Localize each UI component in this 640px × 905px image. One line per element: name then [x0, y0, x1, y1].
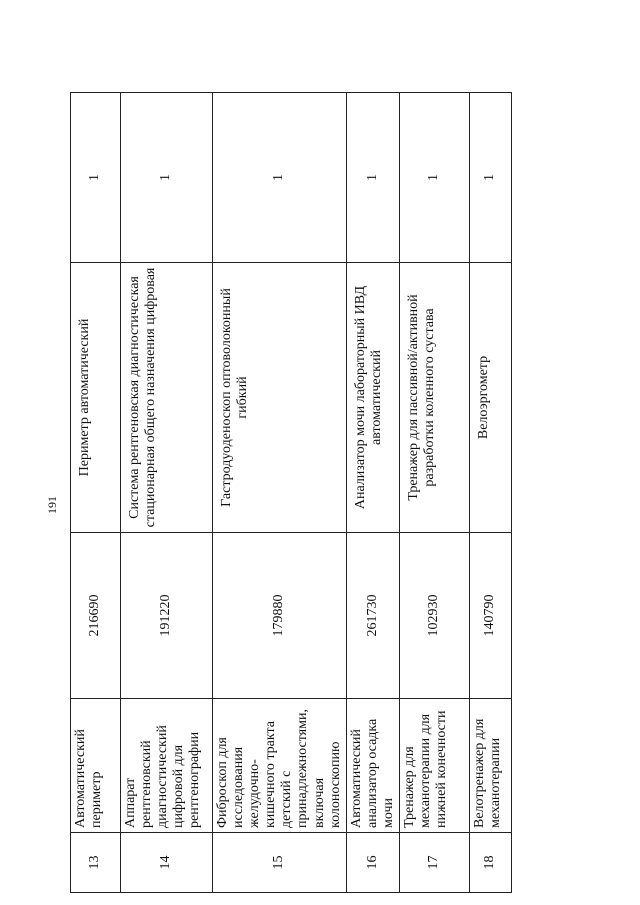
- row-number: 15: [213, 833, 347, 893]
- equipment-name: Фиброскоп для исследования желудочно-кишечного тракта детский с принадлежностями, включая колоноскопию: [213, 699, 347, 833]
- table-row: [346, 93, 399, 893]
- equipment-name: Аппарат рентгеновский диагностический цифровой для рентгенографии: [121, 699, 213, 833]
- equipment-name: Автоматический анализатор осадка мочи: [346, 699, 399, 833]
- table-row: [71, 93, 121, 893]
- equipment-kind: Анализатор мочи лабораторный ИВД автоматический: [346, 263, 399, 533]
- row-number: 13: [71, 833, 121, 893]
- table-row: [400, 93, 470, 893]
- equipment-kind: Система рентгеновская диагностическая стационарная общего назначения цифровая: [121, 263, 213, 533]
- page-number: 191: [45, 496, 59, 514]
- table-row: [121, 93, 213, 893]
- equipment-name: Автоматический периметр: [71, 699, 121, 833]
- equipment-kind: Велоэргометр: [470, 263, 512, 533]
- equipment-table: [70, 92, 512, 893]
- equipment-code: 179880: [213, 533, 347, 699]
- equipment-code: 261730: [346, 533, 399, 699]
- equipment-name: Велотренажер для механотерапии: [470, 699, 512, 833]
- row-number: 16: [346, 833, 399, 893]
- equipment-quantity: 1: [121, 93, 213, 263]
- table-row: [470, 93, 512, 893]
- equipment-code: 102930: [400, 533, 470, 699]
- equipment-kind: Периметр автоматический: [71, 263, 121, 533]
- row-number: 14: [121, 833, 213, 893]
- equipment-code: 191220: [121, 533, 213, 699]
- equipment-quantity: 1: [213, 93, 347, 263]
- equipment-quantity: 1: [470, 93, 512, 263]
- table-row: [213, 93, 347, 893]
- equipment-kind: Гастродуоденоскоп оптоволоконный гибкий: [213, 263, 347, 533]
- equipment-kind: Тренажер для пассивной/активной разработки коленного сустава: [400, 263, 470, 533]
- equipment-name: Тренажер для механотерапии для нижней конечности: [400, 699, 470, 833]
- equipment-quantity: 1: [400, 93, 470, 263]
- row-number: 18: [470, 833, 512, 893]
- equipment-code: 216690: [71, 533, 121, 699]
- equipment-quantity: 1: [71, 93, 121, 263]
- row-number: 17: [400, 833, 470, 893]
- equipment-code: 140790: [470, 533, 512, 699]
- equipment-quantity: 1: [346, 93, 399, 263]
- table-container: [70, 93, 504, 893]
